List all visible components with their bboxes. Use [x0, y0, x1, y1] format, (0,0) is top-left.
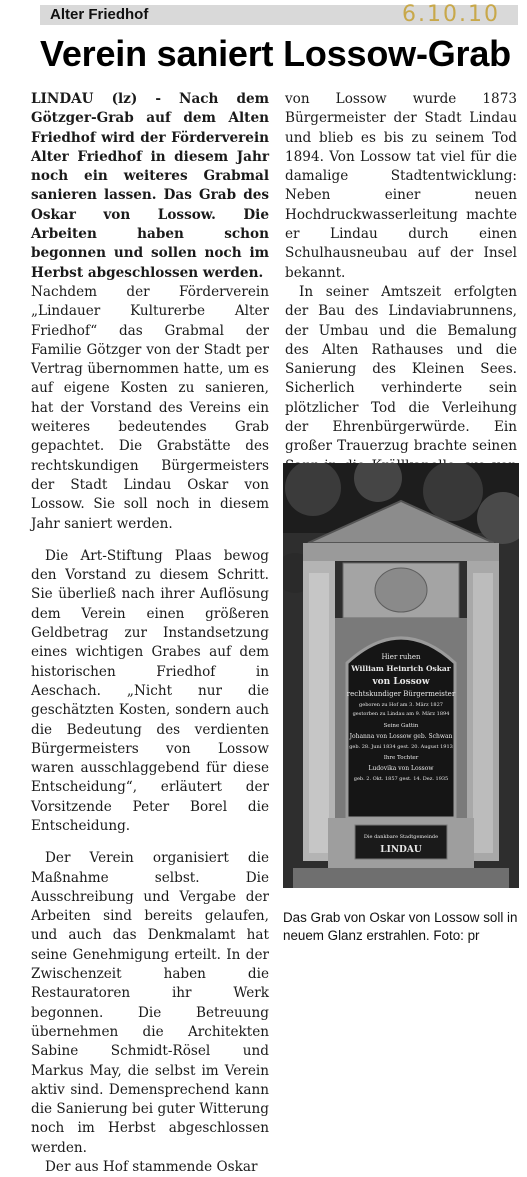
article-column-left: [31, 90, 269, 1177]
plaque-line: von Lossow: [372, 677, 430, 687]
plaque-line: Ludovika von Lossow: [368, 765, 434, 772]
plaque-line: geb. 2. Okt. 1857 gest. 14. Dez. 1935: [353, 776, 449, 782]
lead-paragraph: LINDAU (lz) - Nach dem Götzger-Grab auf dem Alten Friedhof wird der Förderverein Alter Friedhof in diesem Jahr noch ein weiteres Grabmal sanieren lassen. Das Grab des Oskar von Lossow. Die Arbeiten haben schon begonnen und sollen noch im Herbst abgeschlossen werden.: [31, 91, 269, 281]
base-plate-line: LINDAU: [380, 845, 422, 855]
headline: Verein saniert Lossow-Grab: [40, 33, 511, 74]
plaque-line: Seine Gattin: [383, 723, 419, 729]
section-kicker: Alter Friedhof: [50, 6, 149, 23]
plaque-line: geb. 28. Juni 1834 gest. 20. August 1913: [349, 744, 453, 750]
plaque-line: geboren zu Hof am 3. März 1827: [359, 702, 443, 708]
plaque-line: Hier ruhen: [381, 653, 421, 661]
plaque-line: Ihre Tochter: [383, 755, 419, 761]
body-paragraph: Nachdem der Förderverein „Lindauer Kulturerbe Alter Friedhof“ das Grabmal der Familie Götzger von der Stadt per Vertrag übernommen hatte, um es auf eigene Kosten zu sanieren, hat der Vorstand des Vereins ein weiteres bedeutendes Grab gepachtet. Die Grabstätte des rechtskundigen Bürgermeisters der Stadt Lindau Oskar von Lossow. Sie soll noch in diesem Jahr saniert werden.: [31, 283, 269, 532]
body-paragraph: von Lossow wurde 1873 Bürgermeister der Stadt Lindau und blieb es bis zu seinem Tod 1894. Von Lossow tat viel für die damalige Stadtentwicklung: Neben einer neuen Hochdruckwasserleitung machte er Lindau durch einen Schulhausneubau auf der Insel bekannt.: [285, 91, 517, 281]
body-paragraph: Der aus Hof stammende Oskar: [45, 1159, 258, 1176]
plaque-line: Johanna von Lossow geb. Schwan: [349, 733, 453, 740]
body-paragraph: In seiner Amtszeit erfolgten der Bau des Lindaviabrunnens, der Umbau und die Bemalung des Alten Rathauses und die Sanierung des Kleinen Sees. Sicherlich verhinderte sein plötzlicher Tod die Verleihung der Ehrenbürgerwürde. Ein großer Trauerzug brachte seinen: [285, 283, 517, 455]
body-paragraph: Die Art-Stiftung Plaas bewog den Vorstand zu diesem Schritt. Sie überließ nach ihrer Auflösung dem Verein einen größeren Geldbetrag zur Instandsetzung eines wichtigen Grabes auf dem historischen Friedhof in Aeschach. „Nicht nur die geschätzten Kosten, sondern auch die Bedeutung des verdienten Bürgermeisters von Lossow waren ausschlaggebend für diese Entscheidung“, erläutert der Vorsitzende Peter Borel die Entscheidung.: [31, 547, 269, 834]
grave-photo: [283, 463, 519, 888]
plaque-line: William Heinrich Oskar: [351, 664, 451, 673]
plaque-line: gestorben zu Lindau am 9. März 1894: [352, 711, 450, 717]
base-plate-line: Die dankbare Stadtgemeinde: [363, 834, 439, 840]
plaque-line: rechtskundiger Bürgermeister: [346, 690, 456, 698]
photo-caption: Das Grab von Oskar von Lossow soll in neuem Glanz erstrahlen. Foto: pr: [283, 910, 518, 943]
handwritten-date: 6.10.10: [402, 2, 500, 27]
body-paragraph: Der Verein organisiert die Maßnahme selbst. Die Ausschreibung und Vergabe der Arbeiten sind bereits gelaufen, und auch das Denkmalamt hat seine Genehmigung erteilt. In der Zwischenzeit haben die Restauratoren ihr Werk begonnen. Die Betreuung übernehmen die Architekten Sabine Schmidt-Rösel und Markus May, die selbst im Verein aktiv sind. Demensprechend kann die Sanierung bei guter Witterung noch im Herbst abgeschlossen werden.: [31, 850, 269, 1156]
